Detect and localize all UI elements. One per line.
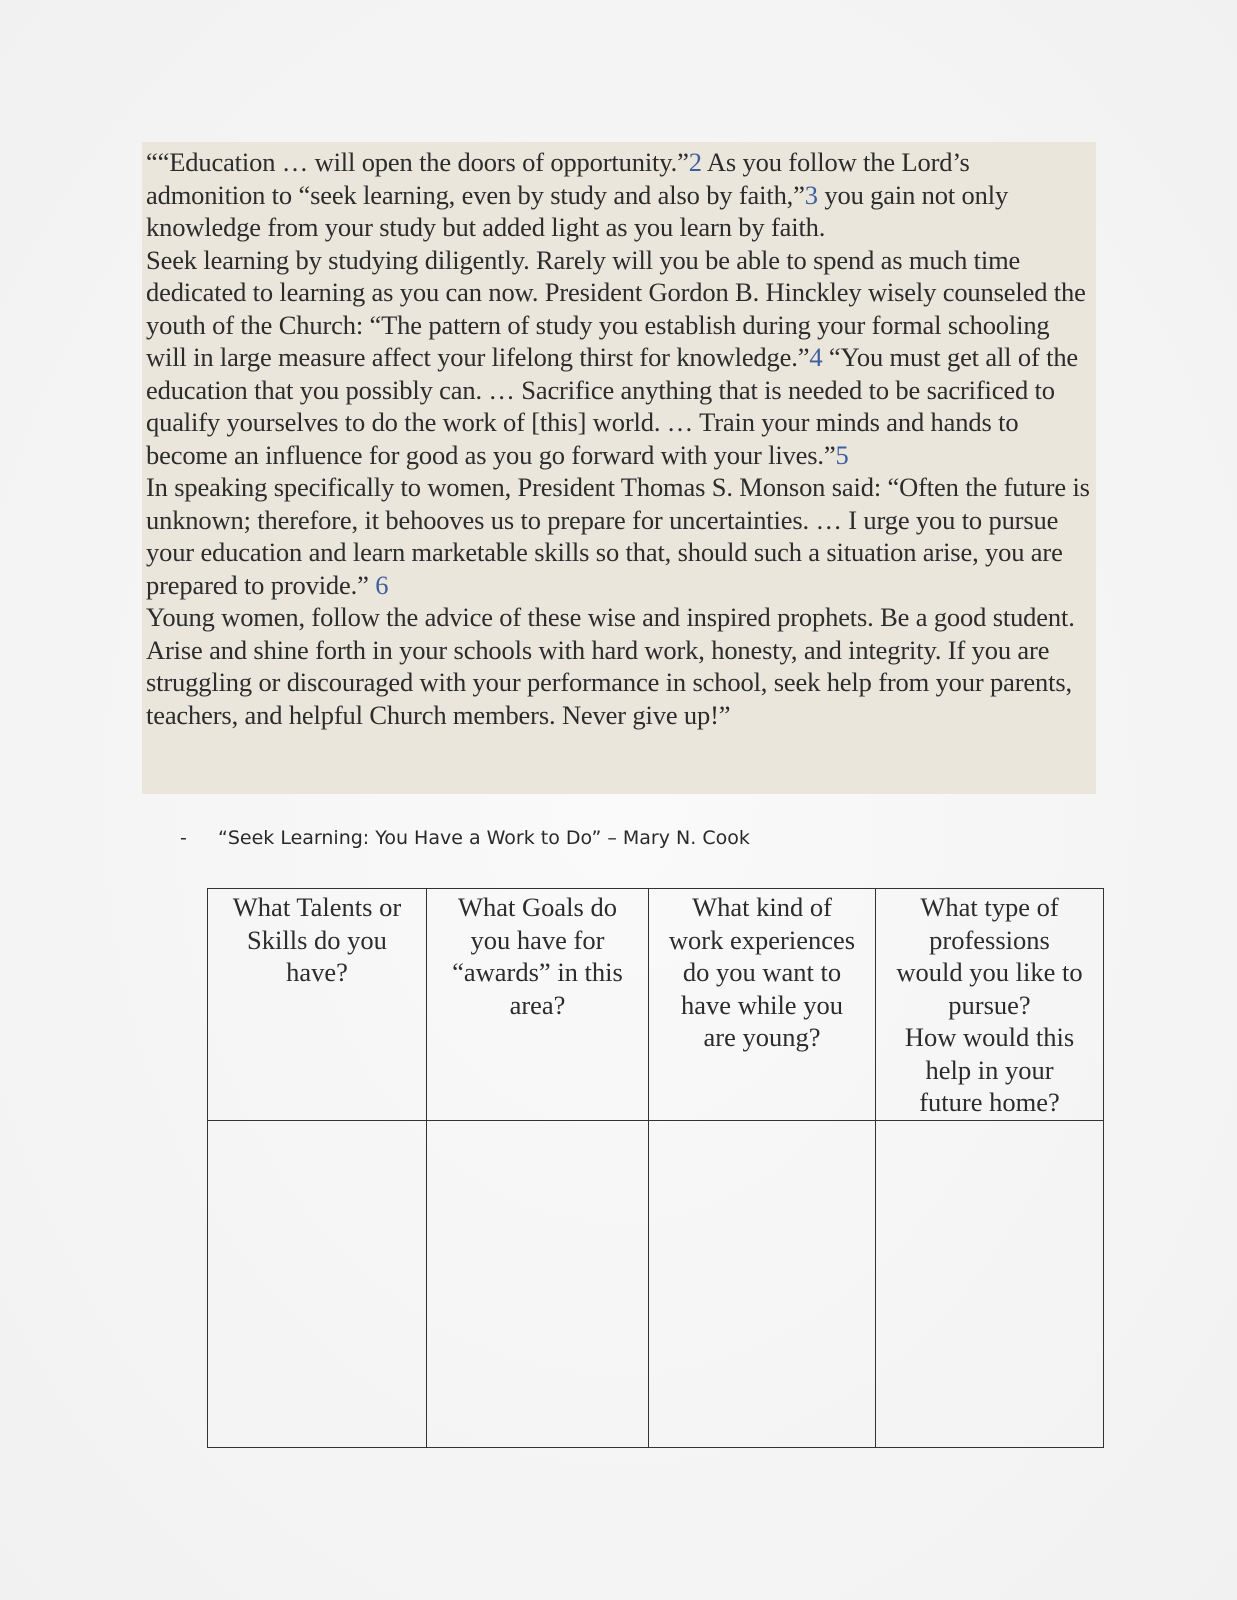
- footnote-ref-2: 2: [688, 147, 702, 177]
- worksheet-table: [207, 888, 1104, 1448]
- answer-cell-talents[interactable]: [208, 1121, 427, 1448]
- attribution-text: “Seek Learning: You Have a Work to Do” – Mary N. Cook: [218, 827, 750, 849]
- answer-cell-goals[interactable]: [427, 1121, 649, 1448]
- answer-cell-work-experiences[interactable]: [649, 1121, 876, 1448]
- quote-paragraph-4: Young women, follow the advice of these wise and inspired prophets. Be a good student. Arise and shine forth in your schools with hard work, honesty, and integrity. If you are struggling or discouraged with your performance in school, seek help from your parents, teachers, and helpful Church members. Never give up!”: [146, 602, 1075, 730]
- header-professions: What type of professions would you like to pursue? How would this help in your future home?: [876, 889, 1104, 1121]
- quote-paragraph-2: Seek learning by studying diligently. Rarely will you be able to spend as much time dedicated to learning as you can now. President Gordon B. Hinckley wisely counseled the youth of the Church: “The pattern of study you establish during your formal schooling will in large measure affect your lifelong thirst for knowledge.”4 “You must get all of the education that you possibly can. … Sacrifice anything that is needed to be sacrificed to qualify yourselves to do the work of [this] world. … Train your minds and hands to become an influence for good as you go forward with your lives.”5: [146, 244, 1086, 470]
- header-talents: What Talents or Skills do you have?: [208, 889, 427, 1121]
- footnote-ref-6: 6: [375, 569, 389, 600]
- answer-cell-professions[interactable]: [876, 1121, 1104, 1448]
- quote-paragraph-1: ““Education … will open the doors of opportunity.”2 As you follow the Lord’s admonition to “seek learning, even by study and also by faith,”3 you gain not only knowledge from your study but added light as you learn by faith.: [146, 147, 1009, 242]
- footnote-ref-3: 3: [804, 179, 818, 210]
- header-goals: What Goals do you have for “awards” in this area?: [427, 889, 649, 1121]
- table-header-row: [208, 889, 1104, 1121]
- quote-block: [142, 142, 1096, 794]
- quote-paragraph-3: In speaking specifically to women, President Thomas S. Monson said: “Often the future is unknown; therefore, it behooves us to prepare for uncertainties. … I urge you to pursue your education and learn marketable skills so that, should such a situation arise, you are prepared to provide.” 6: [146, 472, 1090, 600]
- header-work-experiences: What kind of work experiences do you want to have while you are young?: [649, 889, 876, 1121]
- attribution: [180, 827, 750, 849]
- table-answer-row: [208, 1121, 1104, 1448]
- footnote-ref-5: 5: [835, 439, 849, 470]
- attribution-bullet: -: [180, 827, 187, 849]
- footnote-ref-4: 4: [809, 342, 823, 372]
